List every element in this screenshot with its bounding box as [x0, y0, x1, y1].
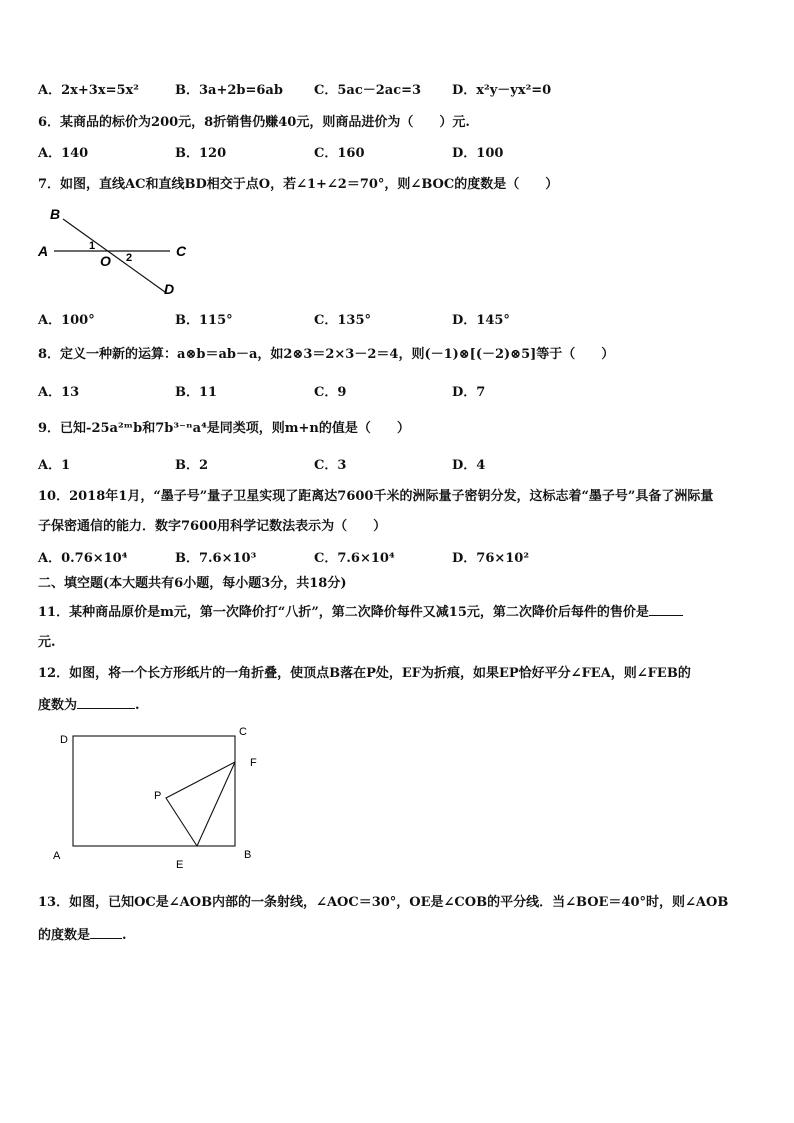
q7-option-a: A．100° — [38, 313, 95, 328]
label-p: P — [154, 790, 162, 802]
q12-stem-line1: 12．如图，将一个长方形纸片的一角折叠，使顶点B落在P处，EF为折痕，如果EP恰好平分∠FEA，则∠FEB的 — [38, 666, 691, 681]
q12-stem-line2 — [38, 696, 140, 715]
q8-option-d: D．7 — [452, 385, 486, 400]
q5-option-c: C．5ac－2ac=3 — [314, 83, 422, 98]
q10-option-c: C．7.6×10⁴ — [314, 551, 395, 566]
q13-end: . — [122, 928, 127, 943]
q8-stem: 8．定义一种新的运算：a⊗b＝ab－a，如2⊗3＝2×3－2＝4，则(－1)⊗[(－2)⊗5]等于（ ） — [38, 347, 615, 362]
q11-text: 11．某种商品原价是m元，第一次降价打“八折”，第二次降价每件又减15元，第二次降价后每件的售价是 — [38, 605, 649, 620]
q8-option-c: C．9 — [314, 385, 347, 400]
q11-answer-blank — [649, 603, 683, 616]
q13-answer-blank — [90, 926, 122, 939]
label-b: B — [244, 849, 252, 861]
q10-option-a: A．0.76×10⁴ — [38, 551, 128, 566]
label-b: B — [50, 206, 61, 222]
q9-option-b: B．2 — [175, 458, 209, 473]
label-a: A — [53, 850, 61, 862]
label-o: O — [100, 253, 111, 269]
q6-option-b: B．120 — [175, 146, 227, 161]
q7-stem: 7．如图，直线AC和直线BD相交于点O，若∠1+∠2＝70°，则∠BOC的度数是（ ） — [38, 177, 559, 192]
q8-option-a: A．13 — [38, 385, 80, 400]
q10-option-d: D．76×10² — [452, 551, 530, 566]
q5-option-a: A．2x+3x=5x² — [38, 83, 139, 98]
label-f: F — [250, 757, 257, 769]
q6-option-d: D．100 — [452, 146, 504, 161]
angle-2-label: 2 — [126, 252, 133, 264]
label-c: C — [239, 726, 247, 738]
q10-stem-line1: 10．2018年1月，“墨子号”量子卫星实现了距离达7600千米的洲际量子密钥分发，这标志着“墨子号”具备了洲际量 — [38, 489, 714, 504]
q7-option-b: B．115° — [175, 313, 233, 328]
q9-option-a: A．1 — [38, 458, 71, 473]
q9-option-c: C．3 — [314, 458, 347, 473]
q7-option-d: D．145° — [452, 313, 510, 328]
q6-stem: 6．某商品的标价为200元，8折销售仍赚40元，则商品进价为（ ）元. — [38, 115, 470, 130]
q9-stem: 9．已知-25a²ᵐb和7b³⁻ⁿa⁴是同类项，则m+n的值是（ ） — [38, 421, 410, 436]
label-e: E — [176, 859, 184, 871]
q12-text: 度数为 — [38, 698, 78, 713]
label-c: C — [176, 243, 187, 259]
q10-option-b: B．7.6×10³ — [175, 551, 257, 566]
section-heading: 二、填空题(本大题共有6小题，每小题3分，共18分) — [38, 576, 347, 591]
q7-option-c: C．135° — [314, 313, 371, 328]
q13-text: 的度数是 — [38, 928, 91, 943]
label-d: D — [60, 734, 68, 746]
angle-1-label: 1 — [89, 240, 96, 252]
fold-line-ef — [197, 762, 235, 846]
folded-corner — [166, 762, 235, 846]
label-a: A — [38, 243, 49, 259]
q7-figure — [30, 204, 200, 300]
q10-stem-line2: 子保密通信的能力．数字7600用科学记数法表示为（ ） — [38, 519, 387, 534]
q8-option-b: B．11 — [175, 385, 218, 400]
q6-option-c: C．160 — [314, 146, 365, 161]
q11-stem-line1 — [38, 603, 683, 622]
q11-stem-line2: 元. — [38, 635, 56, 650]
label-d: D — [164, 281, 175, 297]
q13-stem-line1: 13．如图，已知OC是∠AOB内部的一条射线，∠AOC＝30°，OE是∠COB的平分线．当∠BOE＝40°时，则∠AOB — [38, 895, 729, 910]
q5-option-b: B．3a+2b=6ab — [175, 83, 283, 98]
q9-option-d: D．4 — [452, 458, 486, 473]
q5-option-d: D．x²y－yx²=0 — [452, 83, 552, 98]
q12-end: . — [135, 698, 140, 713]
q12-answer-blank — [77, 696, 135, 709]
q13-stem-line2 — [38, 926, 127, 945]
q12-figure — [48, 722, 278, 872]
q6-option-a: A．140 — [38, 146, 89, 161]
line-bd — [63, 219, 165, 292]
